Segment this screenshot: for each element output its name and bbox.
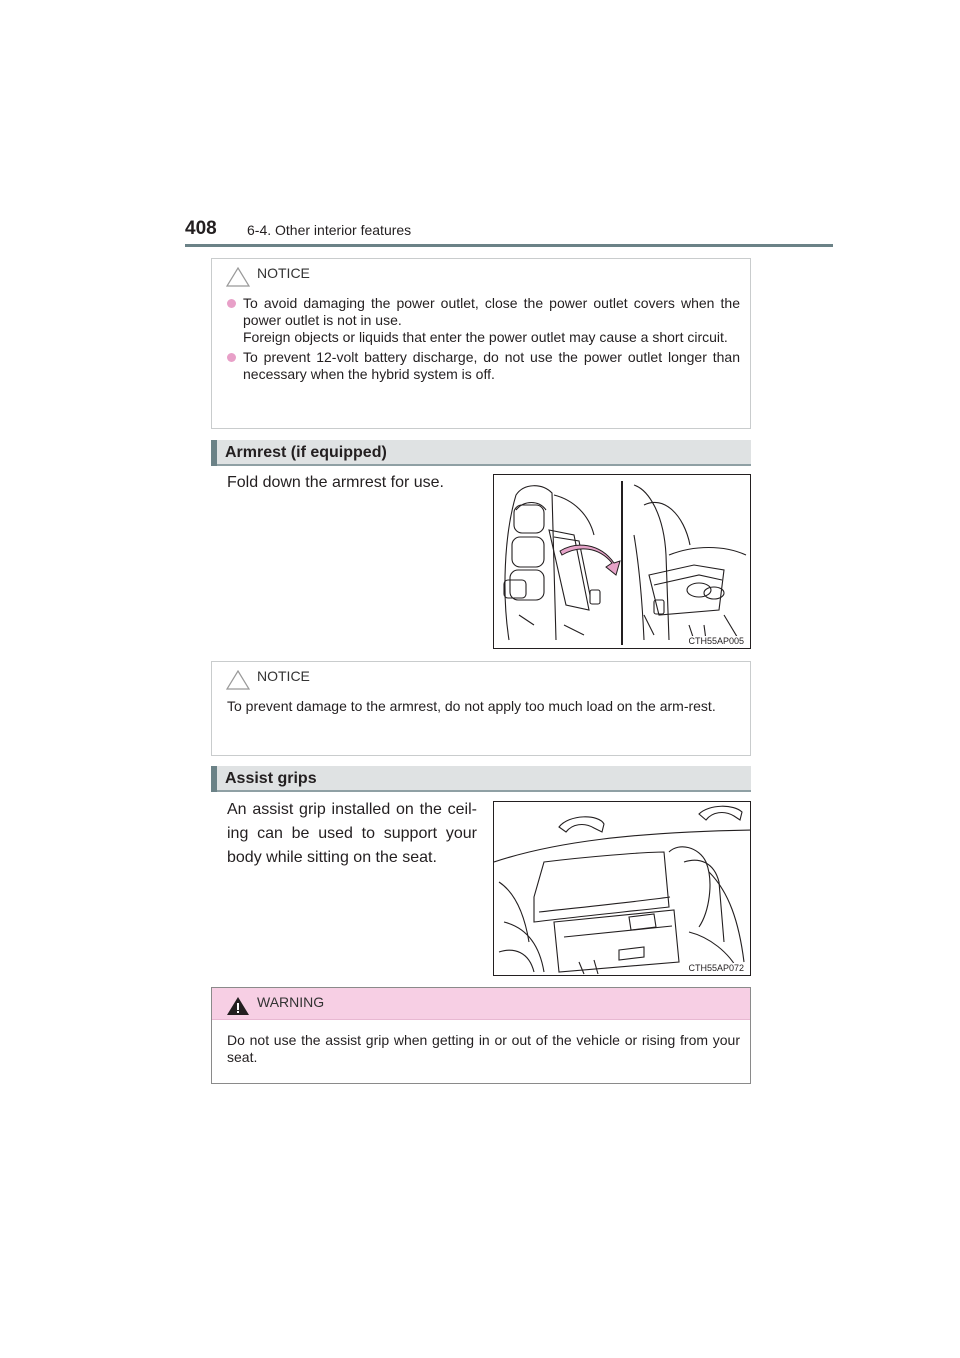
assist-grip-illustration: [493, 801, 751, 976]
assist-grip-drawing: [494, 802, 751, 976]
armrest-illustration: [493, 474, 751, 649]
bullet-dot-icon: [227, 353, 236, 362]
heading-accent-bar: [211, 766, 217, 792]
notice-header: [212, 259, 750, 289]
armrest-description: Fold down the armrest for use.: [227, 474, 444, 491]
caution-triangle-icon: [226, 267, 250, 287]
notice-body: [212, 692, 750, 727]
section-title: 6-4. Other interior features: [247, 222, 412, 238]
heading-accent-bar: [211, 440, 217, 466]
notice-box-armrest: [211, 661, 751, 756]
figure-code: CTH55AP005: [688, 636, 744, 646]
bullet-text-continued: Foreign objects or liquids that enter the power outlet may cause a short circuit.: [243, 329, 728, 345]
heading-text: Armrest (if equipped): [225, 444, 387, 461]
notice-bullet: [227, 295, 740, 346]
warning-body: [212, 1020, 750, 1078]
warning-triangle-icon: [226, 996, 250, 1016]
notice-text: To prevent damage to the armrest, do not apply too much load on the arm-rest.: [227, 698, 716, 714]
notice-box-power-outlet: [211, 258, 751, 429]
bullet-text: To avoid damaging the power outlet, close the power outlet covers when the power outlet is not in use.: [243, 295, 740, 328]
notice-bullet: [227, 349, 740, 383]
bullet-dot-icon: [227, 299, 236, 308]
figure-code: CTH55AP072: [688, 963, 744, 973]
caution-triangle-icon: [226, 670, 250, 690]
warning-label: WARNING: [257, 994, 325, 1010]
notice-label: NOTICE: [257, 668, 310, 684]
bullet-text: To prevent 12-volt battery discharge, do not use the power outlet longer than necessary when the hybrid system is off.: [243, 349, 740, 382]
notice-body: [212, 289, 750, 398]
armrest-drawing: [494, 475, 751, 649]
notice-label: NOTICE: [257, 265, 310, 281]
heading-text: Assist grips: [225, 770, 317, 787]
notice-header: [212, 662, 750, 692]
warning-box-assist-grip: [211, 987, 751, 1084]
heading-armrest: [211, 440, 751, 466]
warning-header: [212, 988, 750, 1020]
heading-assist-grips: [211, 766, 751, 792]
header-rule: [185, 244, 833, 247]
warning-text: Do not use the assist grip when getting in or out of the vehicle or rising from your seat.: [227, 1032, 740, 1065]
page-number: 408: [185, 218, 217, 239]
assist-grips-description: An assist grip installed on the ceil-ing can be used to support your body while sitting on the seat.: [227, 801, 477, 866]
